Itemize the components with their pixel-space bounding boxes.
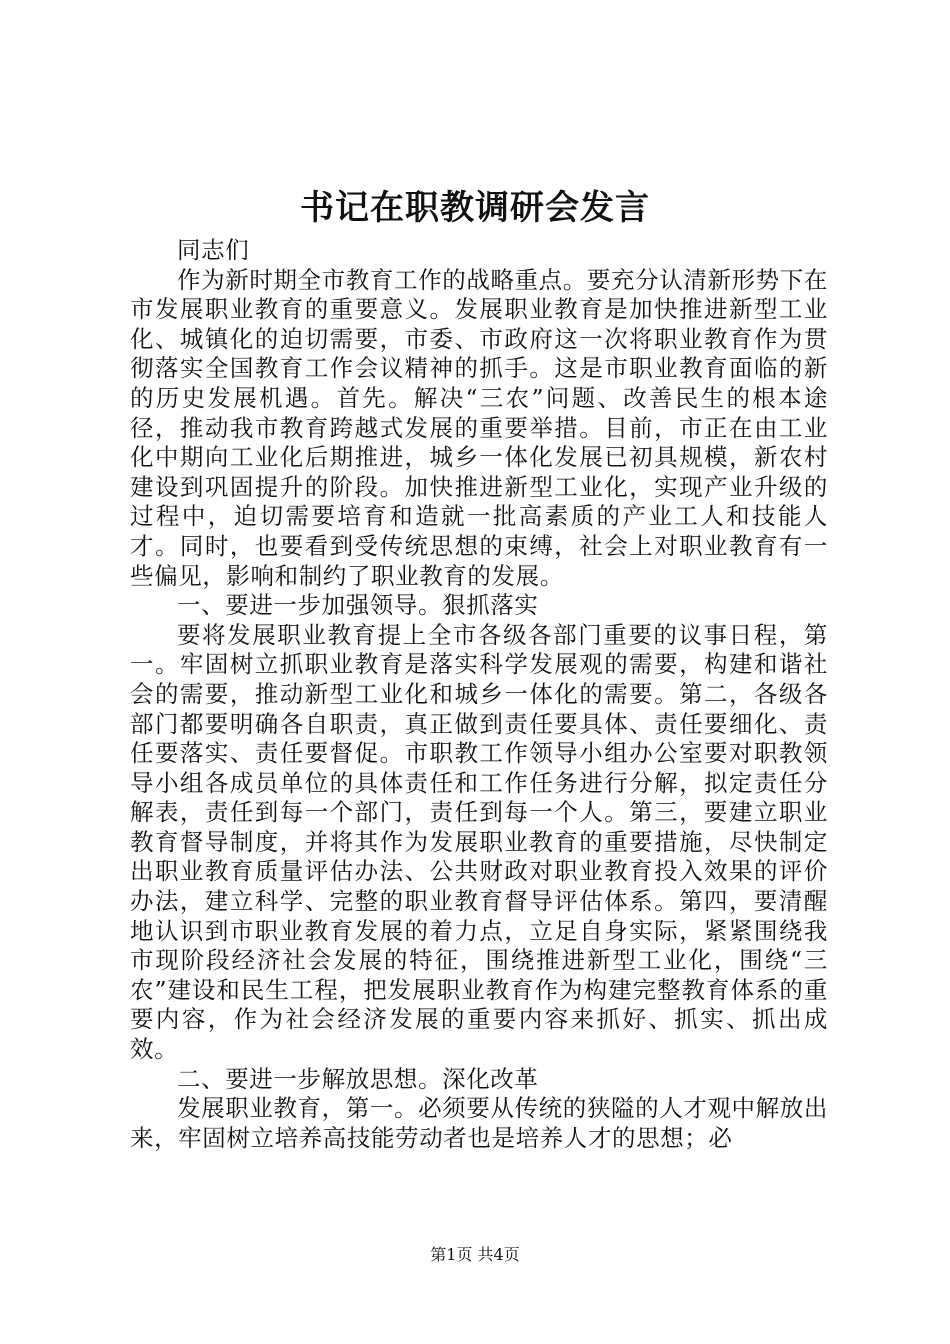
paragraph-section-2: 发展职业教育，第一。必须要从传统的狭隘的人才观中解放出来，牢固树立培养高技能劳动者也是培养人才的思想；必 [130,1094,828,1152]
section-heading-2: 二、要进一步解放思想。深化改革 [177,1064,539,1093]
paragraph-intro: 作为新时期全市教育工作的战略重点。要充分认清新形势下在市发展职业教育的重要意义。发展职业教育是加快推进新型工业化、城镇化的迫切需要，市委、市政府这一次将职业教育作为贯彻落实全国教育工作会议精神的抓手。这是市职业教育面临的新的历史发展机遇。首先。解决“三农”问题、改善民生的根本途径，推动我市教育跨越式发展的重要举措。目前，市正在由工业化中期向工业化后期推进，城乡一体化发展已初具规模，新农村建设到巩固提升的阶段。加快推进新型工业化，实现产业升级的过程中，迫切需要培育和造就一批高素质的产业工人和技能人才。同时，也要看到受传统思想的束缚，社会上对职业教育有一些偏见，影响和制约了职业教育的发展。 [130,265,828,590]
section-heading-1: 一、要进一步加强领导。狠抓落实 [177,591,539,620]
salutation: 同志们 [177,236,250,264]
document-title: 书记在职教调研会发言 [300,188,650,228]
paragraph-section-1: 要将发展职业教育提上全市各级各部门重要的议事日程，第一。牢固树立抓职业教育是落实科学发展观的需要，构建和谐社会的需要，推动新型工业化和城乡一体化的需要。第二，各级各部门都要明确各自职责，真正做到责任要具体、责任要细化、责任要落实、责任要督促。市职教工作领导小组办公室要对职教领导小组各成员单位的具体责任和工作任务进行分解，拟定责任分解表，责任到每一个部门，责任到每一个人。第三，要建立职业教育督导制度，并将其作为发展职业教育的重要措施，尽快制定出职业教育质量评估办法、公共财政对职业教育投入效果的评价办法，建立科学、完整的职业教育督导评估体系。第四，要清醒地认识到市职业教育发展的着力点，立足自身实际，紧紧围绕我市现阶段经济社会发展的特征，围绕推进新型工业化，围绕“三农”建设和民生工程，把发展职业教育作为构建完整教育体系的重要内容，作为社会经济发展的重要内容来抓好、抓实、抓出成效。 [130,620,828,1064]
document-body [130,236,828,1153]
page-number: 第1页 共4页 [430,1245,520,1264]
